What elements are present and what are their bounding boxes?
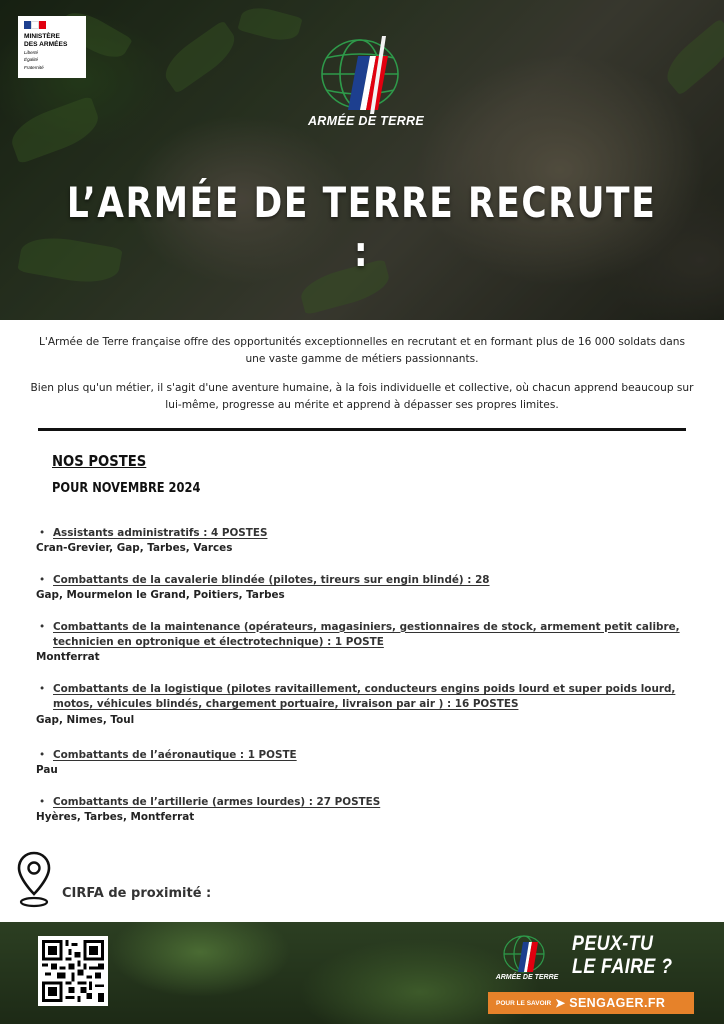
job-locations: Gap, Nimes, Toul	[36, 713, 135, 726]
job-title[interactable]: • Assistants administratifs : 4 POSTES	[36, 526, 706, 541]
intro-section	[30, 334, 694, 414]
list-item	[36, 620, 706, 666]
ministry-motto-3: Fraternité	[24, 64, 44, 70]
cta-url[interactable]: SENGAGER.FR	[569, 996, 666, 1010]
slogan	[572, 932, 672, 978]
job-title[interactable]: • Combattants de la maintenance (opérateurs, magasiniers, gestionnaires de stock, armement petit calibre, technicien en optronique et électrotechnique) : 1 POSTE	[36, 620, 706, 651]
posts-heading: NOS POSTES	[52, 452, 147, 470]
ministry-logo	[18, 16, 86, 78]
french-flag-icon	[24, 21, 46, 29]
job-locations: Cran-Grevier, Gap, Tarbes, Varces	[36, 542, 233, 555]
job-title[interactable]: • Combattants de l’aéronautique : 1 POSTE	[36, 748, 706, 763]
ministry-motto-1: Liberté	[24, 50, 39, 56]
hero-banner	[0, 0, 724, 320]
ministry-name-line-1: MINISTÈRE	[24, 33, 60, 40]
section-divider	[38, 428, 686, 431]
posts-subheading: POUR NOVEMBRE 2024	[52, 481, 201, 496]
arrow-right-icon: ➤	[555, 996, 566, 1010]
page-title: L’ARMÉE DE TERRE RECRUTE :	[66, 178, 657, 276]
sengager-link[interactable]	[488, 992, 694, 1014]
footer-armee-logo	[494, 930, 560, 992]
list-item	[36, 795, 706, 826]
job-title[interactable]: • Combattants de la cavalerie blindée (pilotes, tireurs sur engin blindé) : 28	[36, 573, 706, 588]
job-locations: Hyères, Tarbes, Montferrat	[36, 811, 195, 824]
ministry-name-line-2: DES ARMÉES	[24, 40, 68, 48]
logo-text: ARMÉE DE TERRE	[307, 114, 425, 128]
cta-label: POUR LE SAVOIR	[496, 999, 552, 1007]
cirfa-label: CIRFA de proximité :	[62, 886, 212, 901]
globe-logo-icon	[310, 34, 422, 118]
qr-code[interactable]	[38, 936, 108, 1006]
job-locations: Pau	[36, 764, 58, 777]
list-item	[36, 748, 706, 779]
slogan-line-1: PEUX-TU	[572, 932, 654, 955]
location-pin-icon	[16, 850, 52, 910]
list-item	[36, 573, 706, 604]
footer-banner	[0, 922, 724, 1024]
job-title[interactable]: • Combattants de l’artillerie (armes lourdes) : 27 POSTES	[36, 795, 706, 810]
job-title[interactable]: • Combattants de la logistique (pilotes ravitaillement, conducteurs engins poids lourd et super poids lourd, motos, véhicules blindés, chargement portuaire, livraison par air ) : 16 POSTES	[36, 682, 706, 713]
list-item	[36, 682, 706, 728]
job-locations: Montferrat	[36, 651, 100, 664]
list-item	[36, 526, 706, 557]
armee-de-terre-logo	[296, 34, 436, 134]
footer-logo-text: ARMÉE DE TERRE	[495, 974, 559, 981]
job-locations: Gap, Mourmelon le Grand, Poitiers, Tarbes	[36, 589, 285, 602]
globe-logo-icon	[494, 930, 560, 976]
slogan-line-2: LE FAIRE ?	[572, 955, 673, 978]
job-list	[36, 526, 706, 842]
intro-paragraph-1: L'Armée de Terre française offre des opportunités exceptionnelles en recrutant et en formant plus de 16 000 soldats dans une vaste gamme de métiers passionnants.	[39, 336, 685, 365]
ministry-motto-2: Égalité	[24, 57, 39, 63]
intro-paragraph-2: Bien plus qu'un métier, il s'agit d'une aventure humaine, à la fois individuelle et collective, où chacun apprend beaucoup sur lui-même, progresse au mérite et apprend à dépasser ses propres limites.	[30, 382, 694, 411]
